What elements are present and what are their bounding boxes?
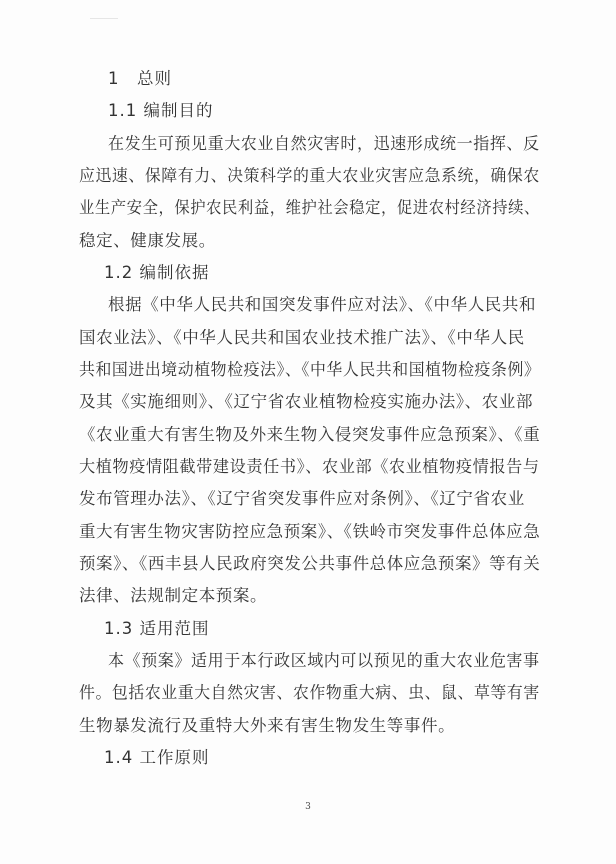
paragraph-line: 大植物疫情阻截带建设责任书》、农业部《农业植物疫情报告与 <box>79 457 540 476</box>
paragraph-line: 业生产安全，保护农民利益，维护社会稳定，促进农村经济持续、 <box>79 198 540 217</box>
paragraph-line: 应迅速、保障有力、决策科学的重大农业灾害应急系统，确保农 <box>79 166 540 185</box>
paragraph-line: 《农业重大有害生物及外来生物入侵突发事件应急预案》、《重 <box>79 425 541 444</box>
paragraph-line: 重大有害生物灾害防控应急预案》、《铁岭市突发事件总体应急 <box>79 522 541 541</box>
paragraph-line: 生物暴发流行及重特大外来有害生物发生等事件。 <box>79 716 456 735</box>
paragraph-line: 件。包括农业重大自然灾害、农作物重大病、虫、鼠、草等有害 <box>79 683 540 702</box>
paragraph-line: 共和国进出境动植物检疫法》、《中华人民共和国植物检疫条例》 <box>79 360 541 379</box>
paragraph-line: 根据《中华人民共和国突发事件应对法》、《中华人民共和 <box>108 295 537 314</box>
paragraph-line: 及其《实施细则》、《辽宁省农业植物检疫实施办法》、农业部 <box>79 392 534 411</box>
page-number: 3 <box>305 802 311 812</box>
section-1-1-heading: 1.1 编制目的 <box>108 101 214 120</box>
paragraph-line: 稳定、健康发展。 <box>79 231 216 250</box>
paragraph-line: 本《预案》适用于本行政区域内可以预见的重大农业危害事 <box>108 651 540 670</box>
paragraph-line: 在发生可预见重大农业自然灾害时，迅速形成统一指挥、反 <box>108 134 540 153</box>
paragraph-line: 预案》、《西丰县人民政府突发公共事件总体应急预案》等有关 <box>79 554 541 573</box>
paragraph-line: 法律、法规制定本预案。 <box>79 586 268 605</box>
section-1-3-heading: 1.3 适用范围 <box>104 619 210 638</box>
paragraph-line: 发布管理办法》、《辽宁省突发事件应对条例》、《辽宁省农业 <box>79 489 525 508</box>
paragraph-line: 国农业法》、《中华人民共和国农业技术推广法》、《中华人民 <box>79 328 525 347</box>
scan-mark <box>90 18 118 19</box>
section-1-2-heading: 1.2 编制依据 <box>104 263 210 282</box>
section-1-heading: 1 总则 <box>108 69 172 88</box>
section-1-4-heading: 1.4 工作原则 <box>104 748 210 767</box>
